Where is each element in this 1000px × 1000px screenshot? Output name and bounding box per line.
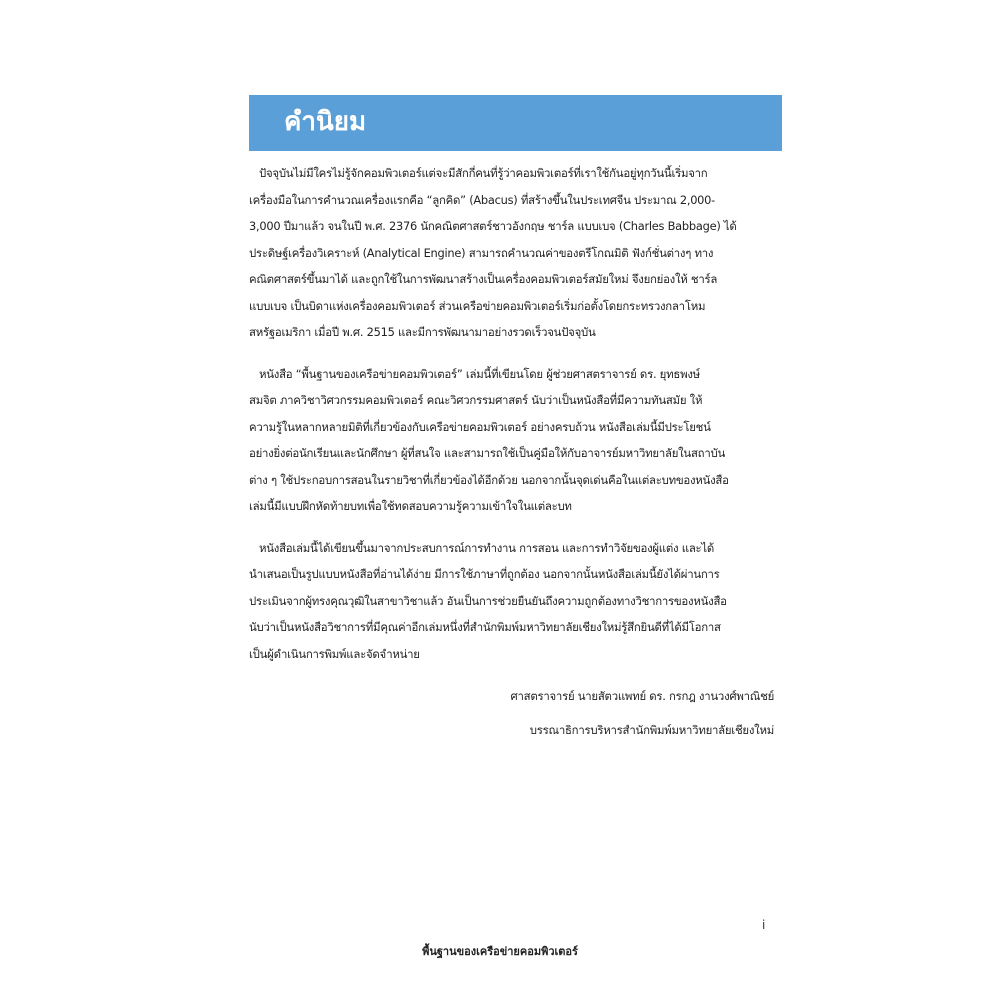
text-line: สมจิต ภาควิชาวิศวกรรมคอมพิวเตอร์ คณะวิศวกรรมศาสตร์ นับว่าเป็นหนังสือที่มีความทันสมัย ให้	[249, 393, 703, 407]
text-line: หนังสือเล่มนี้ได้เขียนขึ้นมาจากประสบการณ์การทำงาน การสอน และการทำวิจัยของผู้แต่ง และได้	[259, 540, 715, 555]
text-line: ปัจจุบันไม่มีใครไม่รู้จักคอมพิวเตอร์แต่จะมีสักกี่คนที่รู้ว่าคอมพิวเตอร์ที่เราใช้กันอยู่ทุกวันนี้เริ่มจาก	[259, 166, 708, 180]
text-line: เป็นผู้ดำเนินการพิมพ์และจัดจำหน่าย	[249, 646, 420, 661]
page-number: i	[762, 918, 766, 932]
section-title: คำนิยม	[284, 107, 367, 137]
signer-position: บรรณาธิการบริหารสำนักพิมพ์มหาวิทยาลัยเชียงใหม่	[529, 723, 774, 737]
running-footer: พื้นฐานของเครือข่ายคอมพิวเตอร์	[422, 945, 578, 958]
signer-name: ศาสตราจารย์ นายสัตวแพทย์ ดร. กรกฎ งานวงศ์พาณิชย์	[510, 689, 774, 703]
text-line: เล่มนี้มีแบบฝึกหัดท้ายบทเพื่อใช้ทดสอบความรู้ความเข้าใจในแต่ละบท	[249, 499, 572, 513]
text-line: นับว่าเป็นหนังสือวิชาการที่มีคุณค่าอีกเล่มหนึ่งที่สำนักพิมพ์มหาวิทยาลัยเชียงใหม่รู้สึกยินดีที่ได้มีโอกาส	[249, 620, 721, 634]
text-line: ต่าง ๆ ใช้ประกอบการสอนในรายวิชาที่เกี่ยวข้องได้อีกด้วย นอกจากนั้นจุดเด่นคือในแต่ละบทของหนังสือ	[249, 472, 729, 487]
text-line: ประดิษฐ์เครื่องวิเคราะห์ (Analytical Engine) สามารถคำนวณค่าของตรีโกณมิติ ฟังก์ชั่นต่างๆ ทาง	[249, 245, 714, 260]
signature-block	[511, 686, 774, 754]
text-line: ความรู้ในหลากหลายมิติที่เกี่ยวข้องกับเครือข่ายคอมพิวเตอร์ อย่างครบถ้วน หนังสือเล่มนี้มีประโยชน์	[249, 419, 711, 434]
text-line: เครื่องมือในการคำนวณเครื่องแรกคือ “ลูกคิด” (Abacus) ที่สร้างขึ้นในประเทศจีน ประมาณ 2,000-	[249, 192, 716, 207]
paragraph-1	[249, 160, 782, 346]
text-line: หนังสือ “พื้นฐานของเครือข่ายคอมพิวเตอร์” เล่มนี้ที่เขียนโดย ผู้ช่วยศาสตราจารย์ ดร. ยุทธพงษ์	[259, 366, 700, 381]
text-line: อย่างยิ่งต่อนักเรียนและนักศึกษา ผู้ที่สนใจ และสามารถใช้เป็นคู่มือให้กับอาจารย์มหาวิทยาลัยในสถาบัน	[249, 446, 725, 460]
text-line: ประเมินจากผู้ทรงคุณวุฒิในสาขาวิชาแล้ว อันเป็นการช่วยยืนยันถึงความถูกต้องทางวิชาการของหนังสือ	[249, 593, 727, 608]
text-line: แบบเบจ เป็นบิดาแห่งเครื่องคอมพิวเตอร์ ส่วนเครือข่ายคอมพิวเตอร์เริ่มก่อตั้งโดยกระทรวงกลาโหม	[249, 298, 706, 313]
text-line: 3,000 ปีมาแล้ว จนในปี พ.ศ. 2376 นักคณิตศาสตร์ชาวอังกฤษ ชาร์ล แบบเบจ (Charles Babbage) ได้	[249, 219, 737, 233]
paragraph-2	[249, 361, 782, 520]
text-line: สหรัฐอเมริกา เมื่อปี พ.ศ. 2515 และมีการพัฒนามาอย่างรวดเร็วจนปัจจุบัน	[249, 325, 596, 339]
text-line: นำเสนอเป็นรูปแบบหนังสือที่อ่านได้ง่าย มีการใช้ภาษาที่ถูกต้อง นอกจากนั้นหนังสือเล่มนี้ยังได้ผ่านการ	[249, 567, 720, 581]
paragraph-3	[249, 535, 782, 668]
section-header-band	[249, 95, 782, 151]
text-line: คณิตศาสตร์ขึ้นมาได้ และถูกใช้ในการพัฒนาสร้างเป็นเครื่องคอมพิวเตอร์สมัยใหม่ จึงยกย่องให้ ชาร์ล	[249, 272, 718, 286]
foreword-body	[249, 160, 782, 682]
